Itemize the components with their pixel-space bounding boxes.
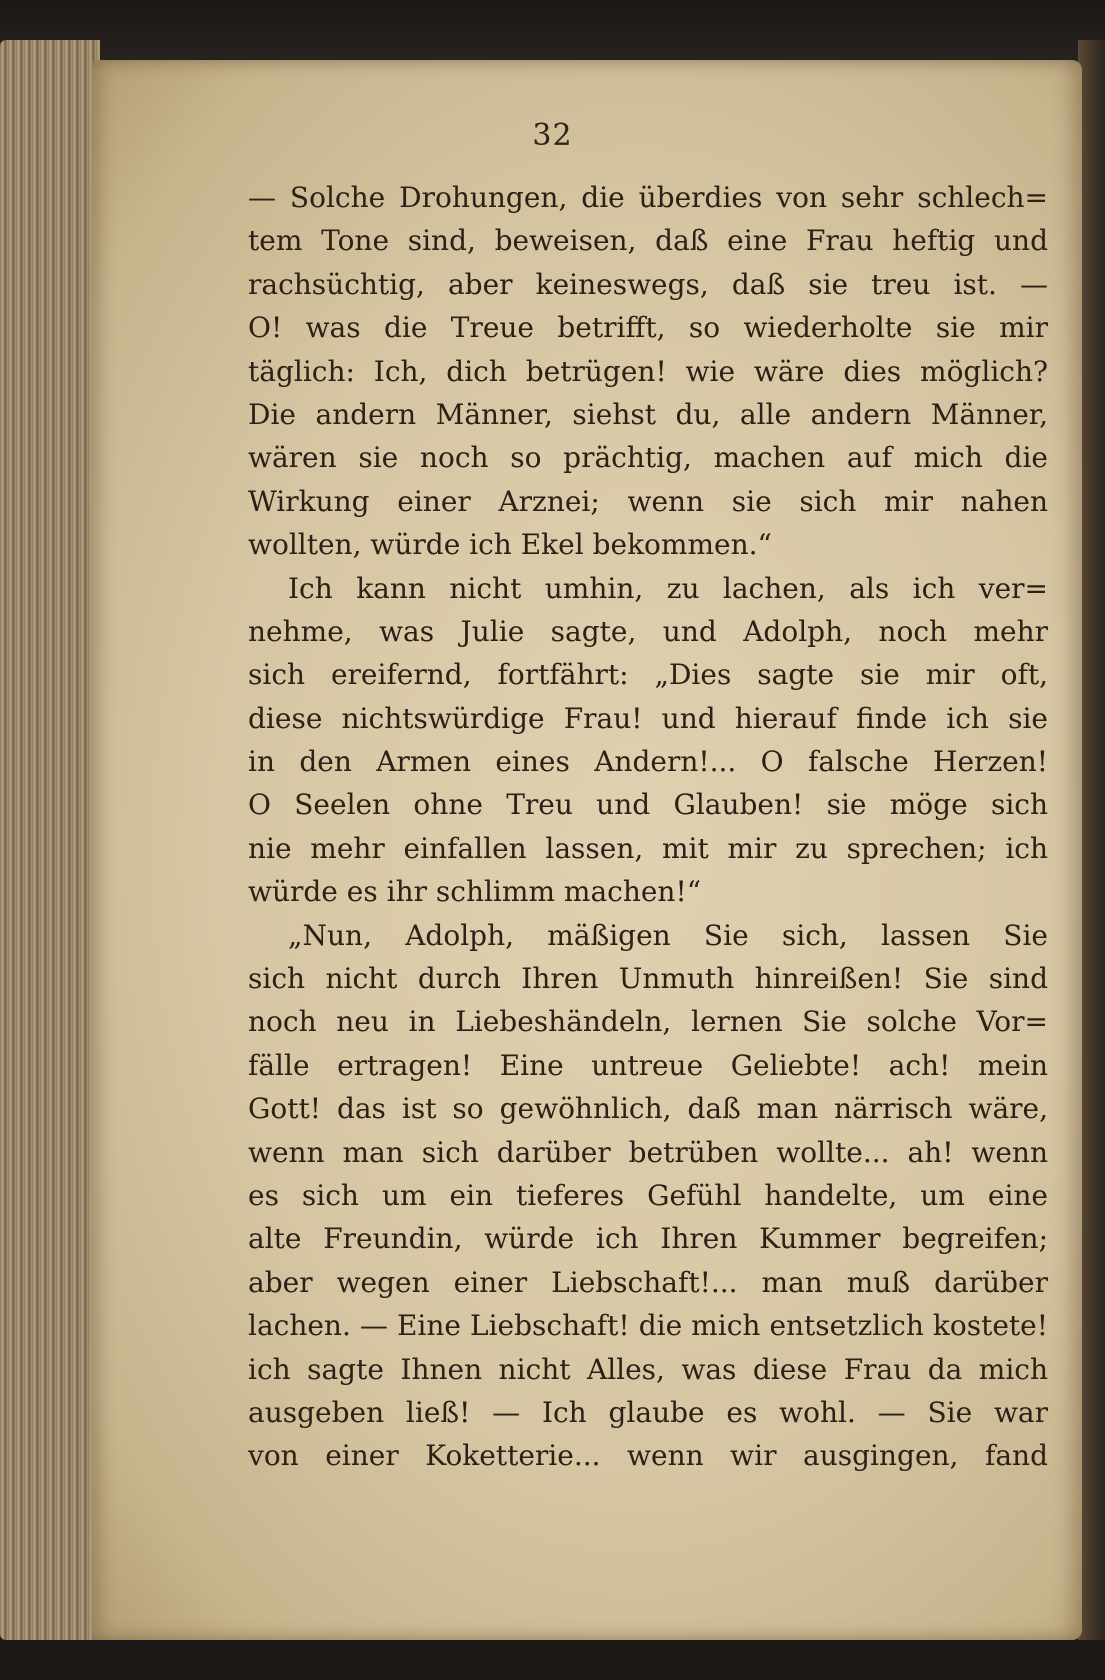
book-page-edges <box>0 40 100 1640</box>
scanner-background-bottom <box>0 1640 1105 1680</box>
text-line: nie mehr einfallen lassen, mit mir zu sprechen; ich <box>248 831 1048 865</box>
text-line: wollten, würde ich Ekel bekommen.“ <box>248 528 772 562</box>
text-line: wenn man sich darüber betrüben wollte... ah! wenn <box>248 1135 1048 1169</box>
text-line: würde es ihr schlimm machen!“ <box>248 875 702 909</box>
text-line: alte Freundin, würde ich Ihren Kummer begreifen; <box>248 1222 1048 1256</box>
text-line: O Seelen ohne Treu und Glauben! sie möge sich <box>248 788 1048 822</box>
text-line: O! was die Treue betrifft, so wiederholte sie mir <box>248 311 1048 345</box>
text-line: Die andern Männer, siehst du, alle andern Männer, <box>248 397 1048 431</box>
text-line: in den Armen eines Andern!... O falsche Herzen! <box>248 745 1048 779</box>
body-text <box>248 176 1048 1478</box>
text-line: lachen. — Eine Liebschaft! die mich entsetzlich kostete! <box>248 1309 1048 1343</box>
text-line: es sich um ein tieferes Gefühl handelte, um eine <box>248 1178 1048 1212</box>
text-line: „Nun, Adolph, mäßigen Sie sich, lassen Sie <box>288 918 1048 952</box>
text-line: Ich kann nicht umhin, zu lachen, als ich ver= <box>288 571 1048 605</box>
text-line: von einer Koketterie... wenn wir ausgingen, fand <box>248 1439 1048 1473</box>
text-line: fälle ertragen! Eine untreue Geliebte! ach! mein <box>248 1048 1048 1082</box>
text-line: — Solche Drohungen, die überdies von sehr schlech= <box>248 181 1048 214</box>
text-line: sich ereifernd, fortfährt: „Dies sagte sie mir oft, <box>248 658 1048 692</box>
text-line: rachsüchtig, aber keineswegs, daß sie treu ist. — <box>248 267 1048 301</box>
page-number: 32 <box>532 118 573 153</box>
text-line: diese nichtswürdige Frau! und hierauf finde ich sie <box>248 701 1048 735</box>
book-spine-shadow <box>1078 40 1105 1660</box>
text-line: ich sagte Ihnen nicht Alles, was diese Frau da mich <box>248 1352 1048 1386</box>
text-line: wären sie noch so prächtig, machen auf mich die <box>248 441 1048 475</box>
text-line: Gott! das ist so gewöhnlich, daß man närrisch wäre, <box>248 1092 1048 1126</box>
text-line: noch neu in Liebeshändeln, lernen Sie solche Vor= <box>248 1005 1048 1039</box>
text-line: aber wegen einer Liebschaft!... man muß darüber <box>248 1265 1048 1299</box>
text-line: sich nicht durch Ihren Unmuth hinreißen! Sie sind <box>248 962 1048 996</box>
text-line: Wirkung einer Arznei; wenn sie sich mir nahen <box>248 484 1048 518</box>
text-line: täglich: Ich, dich betrügen! wie wäre dies möglich? <box>248 354 1048 388</box>
text-line: tem Tone sind, beweisen, daß eine Frau heftig und <box>248 224 1048 258</box>
text-line: nehme, was Julie sagte, und Adolph, noch mehr <box>248 614 1048 648</box>
text-line: ausgeben ließ! — Ich glaube es wohl. — Sie war <box>248 1395 1048 1429</box>
